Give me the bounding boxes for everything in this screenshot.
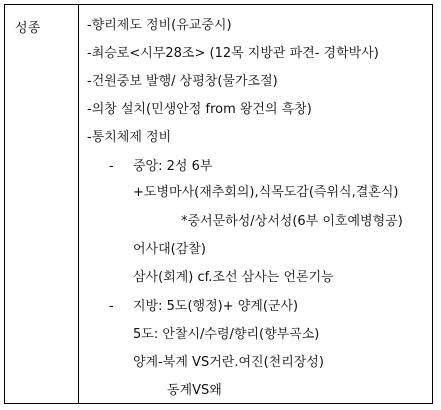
row-label: 성종 bbox=[15, 21, 41, 36]
note-line: -향리제도 정비(유교중시) bbox=[87, 18, 232, 33]
note-line: +도병마사(재추회의),식목도감(즉위식,결혼식) bbox=[133, 185, 399, 200]
note-line: 어사대(감찰) bbox=[133, 242, 206, 257]
note-line: 5도: 안찰시/수령/향리(향부곡소) bbox=[133, 327, 320, 342]
note-line: 동계VS왜 bbox=[167, 383, 222, 398]
content-cell bbox=[79, 5, 432, 403]
label-cell bbox=[5, 5, 79, 403]
sub-heading-local: 지방: 5도(행정)+ 양계(군사) bbox=[133, 299, 299, 314]
note-line: -최승로<시무28조> (12목 지방관 파견- 경학박사) bbox=[87, 46, 379, 61]
dash-bullet: - bbox=[109, 299, 114, 314]
note-line: -건원중보 발행/ 상평창(물가조절) bbox=[87, 74, 278, 89]
note-line: 삼사(회계) cf.조선 삼사는 언론기능 bbox=[133, 270, 334, 285]
dash-bullet: - bbox=[109, 159, 114, 174]
note-line: *중서문하성/상서성(6부 이호예병형공) bbox=[181, 214, 403, 229]
note-line: -의창 설치(민생안정 from 왕건의 흑창) bbox=[87, 102, 312, 117]
note-line: 양계-북계 VS거란.여진(천리장성) bbox=[133, 355, 324, 370]
notes-table bbox=[4, 4, 433, 404]
sub-heading-central: 중앙: 2성 6부 bbox=[133, 159, 213, 174]
note-line: -통치체제 정비 bbox=[87, 130, 172, 145]
